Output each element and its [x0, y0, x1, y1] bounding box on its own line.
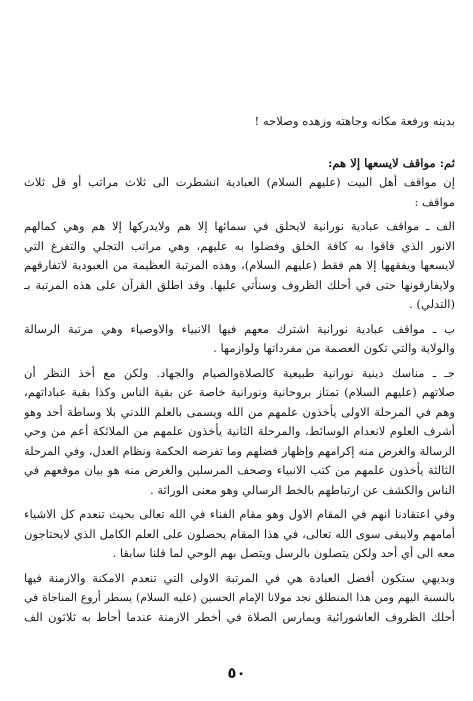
final-line-2: بالنسبة اليهم ومن هذا المنطلق نجد مولانا الإمام الحسين (عليه السلام) يسطر أروع المناجاة في	[24, 591, 455, 604]
final-line-3: أحلك الظروف العاشورائية ويمارس الصلاة في أخطر الازمنة عندما أحاط به ثلاثون الف	[24, 609, 455, 624]
intro-line-1: إن مواقف أهل البيت (عليهم السلام) العبادية انشطرت الى ثلاث مراتب أو قل ثلاث	[24, 175, 455, 189]
section-jim-line-2: صلاتهم (عليهم السلام) تمتاز بروحانية ونورانية خاصة عن بقية الناس وكذا بقية عباداتهم،	[24, 385, 455, 399]
section-jim-line-6: الثالثة يأخذون علمهم من كتب الانبياء وصحف المرسلين والغرض منه هو بيان موقعهم في	[24, 463, 455, 477]
section-jim-line-4: أشرف العلوم لانعدام الوسائط، والمرحلة الثانية يأخذون علمهم من الملائكة أعم من وحي	[24, 424, 455, 438]
opening-line: بدينه ورفعة مكانه وجاهته وزهده وصلاحه !	[254, 114, 455, 128]
section-alif-line-4: ولايفارقونها حتى في أحلك الظروف وسنأتي عليها. وقد اطلق القرآن على هذه المرتبة بـ	[24, 277, 455, 292]
section-jim-line-5: الرسالة والغرض منه إكرامهم وإظهار فضلهم وما تفرضه الحكمة ونظام العدل، وفي المرحلة	[24, 443, 455, 458]
final-line-1: وبديهي ستكون أفضل العبادة هي في المرتبة الاولى التي تنعدم الامكنة والازمنة فيها	[24, 570, 455, 585]
section-ba-line-1: ب ـ مواقف عبادية نورانية اشترك معهم فيها الانبياء والاوصياء وهي مرتبة الرسالة	[24, 321, 455, 336]
section-heading: ثم: مواقف لايسعها إلا هم:	[328, 155, 455, 170]
section-jim-line-3: وهم في المرحلة الاولى يأخذون علمهم من الله ويسمى بالعلم اللدني بلا وساطة أحد وهو	[24, 404, 455, 419]
intro-line-2: مواقف :	[414, 194, 455, 209]
section-alif-line-3: لايسعها ويفقهها إلا هم فقط (عليهم السلام)، وهذه المرتبة العظيمة من العبودية لاتفارقهم	[24, 258, 455, 272]
page-number: ٥٠	[227, 664, 246, 682]
belief-line-2: أمامهم ولايبقى سوى الله تعالى، في هذا المقام يحصلون على العلم الكامل الذي لايحتاجون	[24, 526, 455, 541]
section-alif-line-5: (التدلي) .	[409, 297, 455, 311]
section-alif-line-1: الف ـ مواقف عبادية نورانية لايحلق في سمائها إلا هم ولايدركها إلا هم وهي كمالهم	[24, 219, 455, 233]
belief-line-1: وفي اعتقادنا انهم في المقام الاول وهو مقام الفناء في الله تعالى بحيث تنعدم كل الاشياء	[24, 507, 455, 521]
document-page	[24, 112, 455, 701]
section-alif-line-2: الانور الذي فاقوا به كافة الخلق وفضلوا به عليهم، وهي مراتب التجلي والتفرغ التي	[24, 238, 455, 253]
belief-line-3: معه الى أي أحد ولكن يتصلون بالرسل ويتصل بهم الوحي لما قلنا سابقا .	[112, 546, 455, 560]
section-ba-line-2: والولاية والتي تكون العصمة من مفرداتها ولوازمها .	[213, 341, 455, 355]
section-jim-line-7: الناس والكشف عن ارتباطهم بالخط الرسالي وهو معنى الوراثة .	[149, 482, 455, 497]
section-jim-line-1: جـ ـ مناسك دينية نورانية طبيعية كالصلاةوالصيام والجهاد. ولكن مع أخذ النظر أن	[24, 365, 455, 380]
